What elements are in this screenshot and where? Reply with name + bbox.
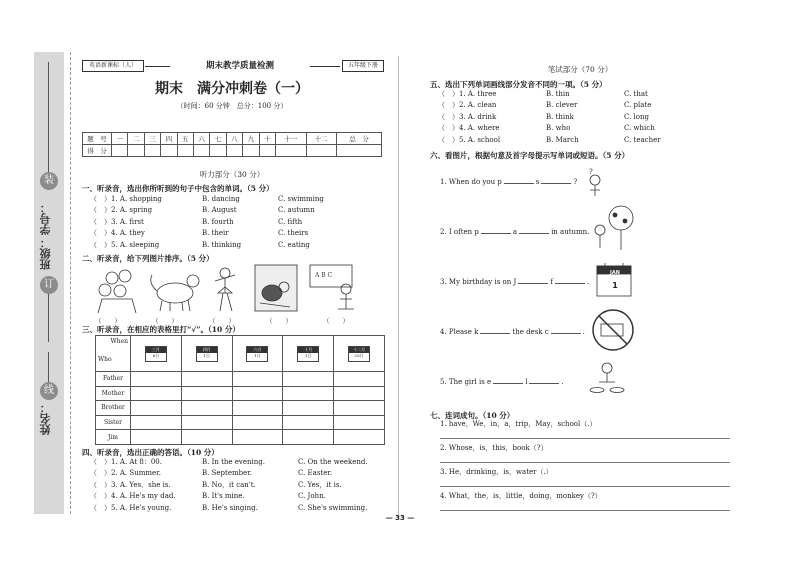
score-table: [82, 132, 382, 157]
q2-title: 二、听录音，给下列图片排序。（5 分）: [82, 254, 214, 263]
picture-hobby-question: [589, 168, 600, 196]
answer-paren[interactable]: （ ）: [95, 317, 121, 325]
person-label: Father: [96, 372, 131, 387]
option-a: （ ）1. A. At 8：00.: [90, 458, 162, 466]
month-header-cell: [334, 336, 385, 372]
option-b: B. In the evening.: [202, 458, 265, 466]
q3-title: 三、听录音，在相应的表格里打“√”。（10 分）: [82, 325, 240, 334]
month-header-cell: [232, 336, 283, 372]
day-label: 1日: [254, 352, 261, 358]
name-label: 姓名：: [39, 402, 52, 435]
option-c: C. plate: [624, 101, 652, 110]
q6-text: 3. My birthday is on J: [440, 278, 517, 286]
check-cell[interactable]: [334, 430, 385, 445]
score-header-cell: 总 分: [337, 133, 382, 145]
answer-line[interactable]: [440, 462, 730, 463]
option-c: C. On the weekend.: [298, 458, 368, 466]
q6-text: .: [561, 378, 564, 386]
score-header-row: [83, 133, 382, 145]
q7-item: 2. Whose，is，this，book（?）: [440, 444, 548, 452]
q7-item: 3. He，drinking，is，water（.）: [440, 468, 553, 476]
picture-children-group: [98, 270, 136, 313]
option-b: B. It's mine.: [202, 492, 245, 501]
q7-item: 1. have，We，in，a，trip，May，school（.）: [440, 420, 597, 428]
option-c: C. fifth: [278, 217, 303, 226]
option-b: B. think: [546, 112, 574, 121]
option-a: （ ）1. A. three: [438, 90, 497, 98]
student-no-line: [48, 62, 49, 172]
option-c: C. swimming: [278, 195, 324, 203]
option-a: （ ）3. A. first: [90, 217, 144, 226]
option-a: （ ）1. A. shopping: [90, 195, 162, 203]
binding-hole-bottom: 线: [40, 382, 58, 400]
check-cell[interactable]: [131, 415, 182, 430]
written-heading: 笔试部分（70 分）: [547, 65, 613, 74]
score-blank-cell[interactable]: [193, 145, 209, 157]
picture-no-sign: [593, 310, 633, 350]
check-cell[interactable]: [131, 401, 182, 416]
q3-header-row: [96, 336, 385, 372]
person-label: Brother: [96, 401, 131, 416]
blank-line[interactable]: [481, 233, 511, 234]
check-cell[interactable]: [334, 386, 385, 401]
answer-paren[interactable]: （ ）: [152, 317, 178, 325]
score-header-cell: 题 号: [83, 133, 112, 145]
option-c: C. teacher: [624, 135, 661, 144]
score-blank-cell[interactable]: [177, 145, 193, 157]
score-blank-cell[interactable]: [128, 145, 144, 157]
person-label: Sister: [96, 415, 131, 430]
picture-cat: [151, 275, 199, 311]
score-header-cell: 一: [112, 133, 128, 145]
picture-apple-tree: [595, 206, 633, 250]
option-a: （ ）4. A. He's my dad.: [90, 492, 176, 501]
calendar-month: JAN: [610, 270, 620, 276]
q7-title: 七、连词成句。（10 分）: [430, 411, 515, 420]
option-c: C. John.: [298, 492, 326, 501]
table-corner: [96, 336, 131, 372]
check-cell[interactable]: [181, 415, 232, 430]
score-header-cell: 二: [128, 133, 144, 145]
score-header-cell: 四: [161, 133, 177, 145]
option-b: B. thinking: [202, 240, 242, 249]
check-cell[interactable]: [283, 415, 334, 430]
q3-table: [95, 335, 385, 445]
person-label: Jim: [96, 430, 131, 445]
check-cell[interactable]: [131, 372, 182, 387]
listening-heading: 听力部分（30 分）: [199, 170, 265, 179]
score-blank-cell[interactable]: [306, 145, 337, 157]
q6-text: 1. When do you p: [440, 178, 502, 186]
check-cell[interactable]: [232, 430, 283, 445]
corner-who: Who: [98, 356, 112, 363]
check-cell[interactable]: [232, 372, 283, 387]
answer-paren[interactable]: （ ）: [266, 317, 292, 325]
option-c: C. autumn: [278, 206, 315, 215]
table-row: [96, 430, 385, 445]
table-row: [96, 386, 385, 401]
check-cell[interactable]: [283, 430, 334, 445]
score-header-cell: 五: [177, 133, 193, 145]
answer-line[interactable]: [440, 510, 730, 511]
option-a: （ ）4. A. they: [90, 229, 145, 238]
option-b: B. dancing: [202, 195, 240, 203]
q3-body: [96, 372, 385, 445]
cut-line: [70, 52, 71, 514]
check-cell[interactable]: [232, 401, 283, 416]
q6-text: .: [582, 328, 585, 336]
q6-text: the desk c: [512, 328, 549, 336]
option-c: C. Easter.: [298, 469, 333, 478]
option-a: （ ）5. A. He's young.: [90, 503, 172, 512]
picture-calendar: [597, 263, 631, 296]
q1-title: 一、听录音，选出你所听到的句子中包含的单词。（5 分）: [82, 184, 274, 193]
class-label: 班级：: [39, 237, 52, 270]
score-header-cell: 七: [210, 133, 226, 145]
option-c: C. Yes，it is.: [298, 480, 342, 489]
q6-text: f: [550, 278, 553, 286]
q6-text: 2. I often p: [440, 228, 479, 236]
score-blank-cell[interactable]: [161, 145, 177, 157]
option-c: C. which: [624, 124, 655, 133]
page-title: 期末 满分冲刺卷（一）: [155, 81, 309, 97]
blank-line[interactable]: [519, 233, 549, 234]
check-cell[interactable]: [232, 386, 283, 401]
q6-text: a: [512, 228, 518, 236]
score-value-row: [83, 145, 382, 157]
corner-when: When: [110, 338, 128, 345]
person-label: Mother: [96, 386, 131, 401]
svg-text:A B C: A B C: [315, 272, 333, 279]
score-header-cell: 九: [243, 133, 259, 145]
day-label: 6日: [152, 352, 160, 358]
binding-hole-top: 装: [40, 172, 58, 190]
score-blank-cell[interactable]: [144, 145, 160, 157]
score-blank-cell[interactable]: [243, 145, 259, 157]
student-no-label: 学号：: [39, 202, 52, 235]
option-a: （ ）2. A. spring: [90, 206, 153, 215]
check-cell[interactable]: [283, 401, 334, 416]
option-b: B. March: [546, 135, 579, 144]
q6-text: in autumn.: [551, 228, 590, 236]
option-a: （ ）5. A. school: [438, 135, 501, 144]
option-b: B. who: [546, 124, 571, 133]
score-header-cell: 六: [193, 133, 209, 145]
blank-line[interactable]: [480, 333, 510, 334]
month-label: 十二月: [349, 347, 369, 353]
blank-line[interactable]: [518, 283, 548, 284]
check-cell[interactable]: [283, 372, 334, 387]
calendar-icon: [145, 346, 167, 362]
option-c: C. that: [624, 90, 648, 98]
check-cell[interactable]: [334, 401, 385, 416]
check-cell[interactable]: [232, 415, 283, 430]
option-b: B. No，it can't.: [202, 480, 256, 489]
q6-text: .: [586, 278, 590, 286]
score-blank-cell[interactable]: [337, 145, 382, 157]
badge-left: 英语新课标（人）: [82, 60, 144, 72]
picture-kitten-playing: [255, 265, 297, 311]
option-a: （ ）2. A. Summer.: [90, 469, 161, 478]
option-a: （ ）2. A. clean: [438, 101, 497, 110]
option-b: B. September.: [202, 469, 253, 478]
binding-hole-middle: 订: [40, 276, 58, 294]
page-number: — 33 —: [385, 514, 415, 522]
q6-title: 六、看图片，根据句意及首字母提示写单词或短语。（5 分）: [430, 151, 630, 160]
option-a: （ ）4. A. where: [438, 124, 500, 133]
score-blank-cell[interactable]: [259, 145, 275, 157]
calendar-icon: [348, 346, 370, 362]
option-c: C. eating: [278, 240, 310, 249]
calendar-icon: [297, 346, 319, 362]
check-cell[interactable]: [181, 430, 232, 445]
q4-title: 四、听录音，选出正确的答语。（10 分）: [82, 448, 219, 457]
check-cell[interactable]: [181, 372, 232, 387]
day-label: 1日: [203, 352, 210, 358]
score-header-cell: 八: [226, 133, 242, 145]
q7-item: 4. What，the，is，little，doing，monkey（?）: [440, 492, 602, 500]
picture-girl-eating: [590, 363, 624, 393]
check-cell[interactable]: [131, 386, 182, 401]
band-title: 期末教学质量检测: [170, 59, 310, 71]
month-label: 十月: [298, 347, 318, 353]
option-c: C. She's swimming.: [298, 503, 368, 512]
check-cell[interactable]: [181, 386, 232, 401]
check-cell[interactable]: [181, 401, 232, 416]
page-subtitle: （时间：60 分钟 总分：100 分）: [176, 102, 288, 110]
option-b: B. their: [202, 229, 229, 238]
month-label: 三月: [146, 347, 166, 353]
calendar-day: 1: [612, 281, 618, 290]
table-row: [96, 401, 385, 416]
binding-strip: [34, 52, 64, 514]
blank-line[interactable]: [529, 383, 559, 384]
badge-right: 五年级下册: [342, 60, 384, 72]
option-b: B. He's singing.: [202, 503, 258, 512]
blank-line[interactable]: [504, 183, 534, 184]
answer-paren[interactable]: （ ）: [323, 317, 349, 325]
blank-line[interactable]: [551, 333, 581, 334]
month-label: 六月: [247, 347, 267, 353]
day-label: 1日: [305, 352, 312, 358]
answer-line[interactable]: [440, 486, 730, 487]
q5-title: 五、选出下列单词画线部分发音不同的一项。（5 分）: [430, 80, 607, 89]
check-cell[interactable]: [283, 386, 334, 401]
option-c: C. theirs: [278, 229, 309, 238]
blank-line[interactable]: [555, 283, 585, 284]
q6-text: 5. The girl is e: [440, 378, 492, 386]
check-cell[interactable]: [131, 430, 182, 445]
q6-text: 4. Please k: [440, 328, 479, 336]
q6-text: l: [525, 378, 528, 386]
score-header-cell: 十一: [275, 133, 306, 145]
day-label: 25日: [354, 352, 364, 358]
score-header-cell: 三: [144, 133, 160, 145]
score-row-label: 得 分: [83, 145, 112, 157]
score-header-cell: 十二: [306, 133, 337, 145]
option-a: （ ）3. A. Yes，she is.: [90, 480, 171, 489]
svg-text:?: ?: [589, 168, 593, 176]
picture-ballet-dancer: [215, 268, 235, 311]
option-b: B. thin: [546, 90, 570, 98]
option-b: B. clever: [546, 101, 578, 110]
option-a: （ ）3. A. drink: [438, 112, 497, 121]
blank-line[interactable]: [541, 183, 571, 184]
table-row: [96, 372, 385, 387]
calendar-icon: [196, 346, 218, 362]
answer-line[interactable]: [440, 438, 730, 439]
score-blank-cell[interactable]: [210, 145, 226, 157]
month-header-cell: [283, 336, 334, 372]
q2-pictures: [90, 263, 380, 315]
option-c: C. long: [624, 112, 649, 121]
q6-text: s: [535, 178, 540, 186]
check-cell[interactable]: [334, 415, 385, 430]
column-divider: [398, 56, 399, 516]
calendar-icon: [246, 346, 268, 362]
option-a: （ ）5. A. sleeping: [90, 240, 160, 249]
score-blank-cell[interactable]: [226, 145, 242, 157]
score-blank-cell[interactable]: [112, 145, 128, 157]
month-header-cell: [131, 336, 182, 372]
answer-paren[interactable]: （ ）: [209, 317, 235, 325]
month-header-cell: [181, 336, 232, 372]
blank-line[interactable]: [493, 383, 523, 384]
score-header-cell: 十: [259, 133, 275, 145]
picture-teacher-board: [310, 265, 354, 309]
check-cell[interactable]: [334, 372, 385, 387]
score-blank-cell[interactable]: [275, 145, 306, 157]
table-row: [96, 415, 385, 430]
q6-text: ?: [573, 178, 578, 186]
option-b: B. fourth: [202, 217, 234, 226]
month-label: 四月: [197, 347, 217, 353]
option-b: B. August: [202, 206, 237, 215]
